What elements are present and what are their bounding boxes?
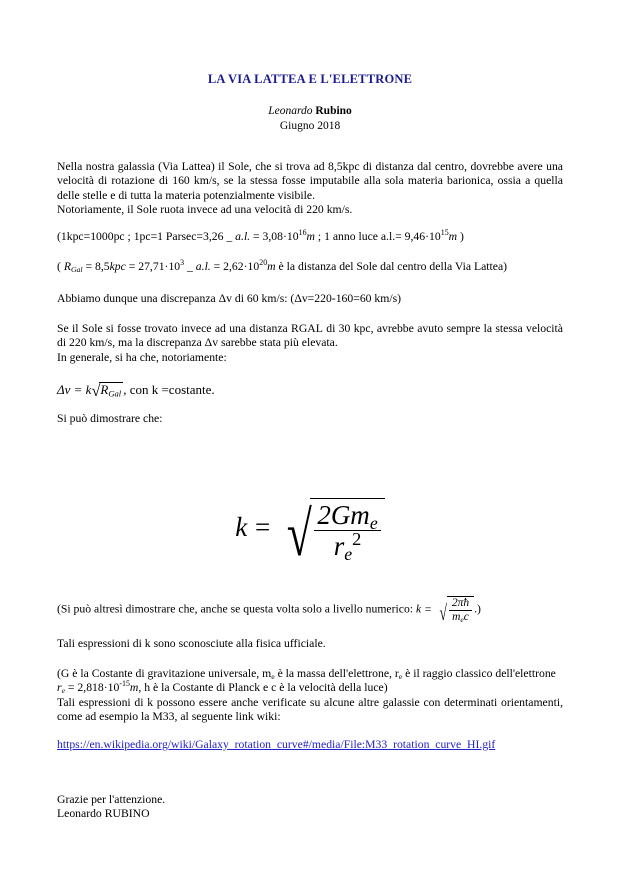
- main-formula-den-exp: 2: [352, 529, 362, 550]
- delta-v-radicand-base: R: [100, 382, 109, 397]
- delta-v-con-k: , con k =costante.: [123, 382, 215, 397]
- legenda-text-a: (G è la Costante di gravitazione universale, m: [57, 667, 272, 680]
- rgal-exp-2: 20: [259, 258, 268, 268]
- page-title: LA VIA LATTEA E L'ELETTRONE: [207, 72, 413, 86]
- legenda-me-sub: e: [271, 672, 275, 682]
- radical-icon: √: [91, 381, 101, 400]
- units-dot-2: ·: [425, 230, 430, 243]
- units-base-1: 10: [286, 230, 299, 243]
- altresi-text-post: .): [474, 602, 481, 616]
- main-formula-equals: =: [253, 511, 272, 542]
- rgal-symbol: R: [63, 260, 71, 273]
- intro-paragraph: Nella nostra galassia (Via Lattea) il Sole, che si trova ad 8,5kpc di distanza dal centro, dovrebbe avere una velocità di rotazione di 160 km/s, se la stessa fosse imputabile alla sola materia barionica, ossia a quella delle stelle e di tutta la materia potenzialmente visibile.: [57, 160, 563, 202]
- main-formula-fraction: [314, 500, 380, 565]
- main-formula-den-base: r: [333, 531, 345, 562]
- main-formula-num-sub: e: [369, 512, 378, 533]
- re-value-base: 10: [107, 681, 120, 695]
- rgal-open: (: [57, 260, 64, 273]
- units-line: [57, 230, 563, 244]
- inline-formula-den-tail: c: [463, 610, 469, 623]
- rgal-eq2: = 27,71: [125, 260, 165, 273]
- discrepanza-paragraph-block: [57, 292, 563, 306]
- byline: [0, 104, 620, 134]
- main-formula-numerator: [314, 500, 380, 533]
- inline-formula-numerator: 2πħ: [451, 597, 470, 609]
- discrepanza-paragraph: Abbiamo dunque una discrepanza Δv di 60 km/s: (Δv=220-160=60 km/s): [57, 292, 402, 305]
- rgal-dot-1: ·: [164, 260, 169, 273]
- inline-formula-den-sub: e: [460, 615, 464, 624]
- rgal-sep: _: [184, 260, 196, 273]
- units-eq1: = 3,08: [250, 230, 283, 243]
- units-open: (1kpc=1000pc ; 1pc=1 Parsec=3,26 _: [57, 230, 236, 243]
- rgal-base-1: 10: [168, 260, 181, 273]
- units-exp-1: 16: [298, 228, 307, 238]
- delta-v-formula-block: [57, 382, 563, 398]
- rgal-al: a.l.: [195, 260, 211, 273]
- rgal-m: m: [267, 260, 276, 273]
- re-value-exp: -15: [119, 679, 130, 689]
- legenda-text-b: è la massa dell'elettrone, r: [274, 667, 399, 680]
- closing-block: [57, 793, 563, 822]
- main-formula-denominator: [314, 529, 380, 565]
- units-al-1: a.l.: [235, 230, 251, 243]
- main-formula-radicand: [310, 498, 384, 565]
- se-il-sole-block: [57, 322, 563, 365]
- legenda-re-sub: e: [398, 672, 403, 682]
- inline-formula: [416, 596, 474, 624]
- main-formula-den-sub: e: [344, 544, 353, 565]
- rgal-subscript: Gal: [70, 265, 83, 275]
- se-il-sole-text-a: Se il Sole si fosse trovato invece ad una distanza R: [57, 322, 299, 335]
- units-dot-1: ·: [283, 230, 287, 243]
- rgal-line: [57, 260, 563, 274]
- main-formula-num-text: 2Gm: [317, 500, 370, 530]
- author-line: [0, 104, 620, 119]
- re-value-dot: ·: [103, 681, 108, 695]
- document-date: Giugno 2018: [279, 120, 341, 132]
- units-m-2: m: [448, 230, 458, 243]
- intro-paragraph-block: [57, 160, 563, 218]
- inline-formula-denominator: [449, 610, 472, 624]
- si-puo-paragraph: Si può dimostrare che:: [57, 412, 163, 425]
- intro-paragraph-2: Notoriamente, il Sole ruota invece ad una velocità di 220 km/s.: [57, 203, 353, 217]
- rgal-smallcaps: GAL: [298, 322, 323, 335]
- inline-formula-equals: =: [424, 603, 432, 616]
- main-formula-sqrt: [277, 497, 384, 569]
- signature: Leonardo RUBINO: [57, 807, 150, 821]
- altresi-text-pre: (Si può altresì dimostrare che, anche se questa volta solo a livello numerico:: [57, 602, 416, 616]
- inline-formula-radicand: [447, 596, 474, 624]
- units-base-2: 10: [429, 230, 441, 243]
- link-block: [57, 735, 563, 753]
- legenda-text-c: è il raggio classico dell'elettrone: [402, 667, 556, 680]
- units-exp-2: 15: [440, 228, 449, 238]
- main-formula-lhs: k: [235, 511, 248, 542]
- radical-icon: √: [287, 497, 313, 569]
- units-sep: ; 1 anno luce a.l.= 9,46: [314, 230, 426, 243]
- rgal-eq: = 8,5: [82, 260, 110, 273]
- verificate-paragraph: Tali espressioni di k possono essere anche verificate su alcune altre galassie con determinati orientamenti, come ad esempio la M33, al seguente link wiki:: [57, 695, 563, 724]
- delta-v-lhs: Δv = k: [57, 382, 92, 397]
- rgal-eq3: = 2,62: [210, 260, 244, 273]
- delta-v-sqrt: [91, 382, 123, 398]
- re-value: [57, 681, 138, 694]
- grazie-paragraph: Grazie per l'attenzione.: [57, 793, 166, 806]
- se-il-sole-text-b: di 30 kpc, avrebbe avuto sempre la stessa velocità di 220 km/s, ma la discrepanza Δv sarebbe stata più elevata.: [57, 322, 563, 350]
- delta-v-radicand-sub: Gal: [108, 388, 122, 399]
- delta-v-radicand: [99, 382, 123, 397]
- re-value-eq: = 2,818: [65, 681, 104, 695]
- re-value-sub: e: [61, 686, 65, 696]
- altresi-block: [57, 596, 563, 624]
- sconosciute-block: [57, 637, 563, 651]
- inline-formula-den-base: m: [452, 610, 461, 623]
- rgal-base-2: 10: [247, 260, 260, 273]
- inline-formula-fraction: [449, 597, 472, 624]
- inline-formula-lhs: k: [415, 603, 422, 616]
- radical-icon: √: [439, 600, 447, 625]
- rgal-exp-1: 3: [180, 258, 185, 268]
- rgal-tail: è la distanza del Sole dal centro della Via Lattea): [275, 260, 508, 273]
- legenda-text-d: , h è la Costante di Planck e c è la velocità della luce): [138, 681, 388, 695]
- main-formula: [0, 497, 620, 569]
- in-generale-paragraph: In generale, si ha che, notoriamente:: [57, 350, 227, 364]
- author-surname: Rubino: [315, 105, 352, 117]
- legenda-block: [57, 667, 563, 725]
- wiki-link[interactable]: https://en.wikipedia.org/wiki/Galaxy_rotation_curve#/media/File:M33_rotation_curve_HI.gif: [57, 738, 496, 751]
- author-given-name: Leonardo: [268, 105, 316, 117]
- si-puo-block: [57, 412, 563, 426]
- units-close: ): [457, 230, 464, 243]
- units-m-1: m: [306, 230, 315, 243]
- rgal-kpc: kpc: [109, 260, 126, 273]
- re-value-symbol: r: [57, 681, 62, 695]
- rgal-dot-2: ·: [243, 260, 248, 273]
- sconosciute-paragraph: Tali espressioni di k sono sconosciute alla fisica ufficiale.: [57, 637, 326, 650]
- re-value-m: m: [129, 681, 139, 695]
